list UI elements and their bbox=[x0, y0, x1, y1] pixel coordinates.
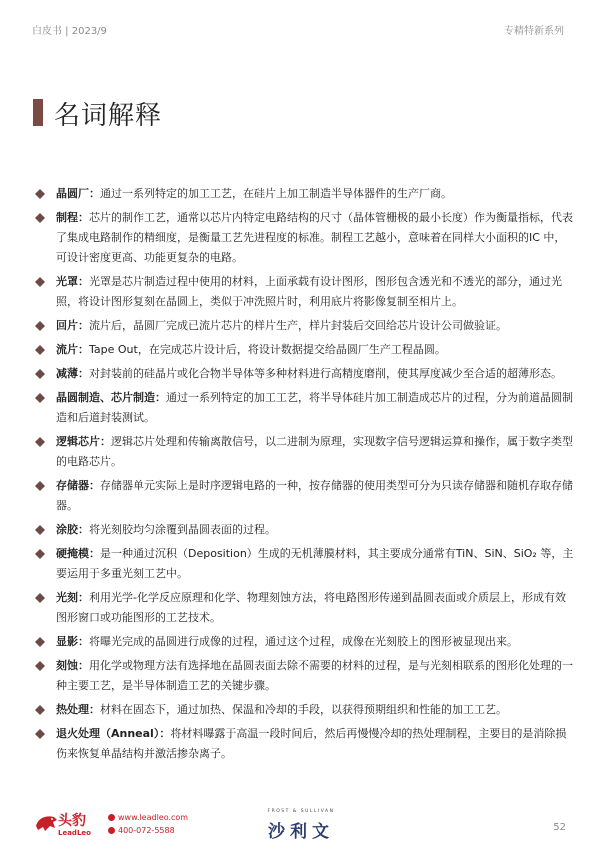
glossary-item bbox=[34, 432, 574, 472]
glossary-item bbox=[34, 588, 574, 628]
glossary-item bbox=[34, 632, 574, 652]
term-name: 显影： bbox=[56, 635, 89, 648]
term-name: 制程： bbox=[56, 211, 89, 224]
frost-sullivan-logo: 沙利文 bbox=[268, 822, 334, 842]
diamond-bullet-icon bbox=[34, 368, 46, 380]
glossary-item bbox=[34, 340, 574, 360]
diamond-bullet-icon bbox=[34, 660, 46, 672]
diamond-bullet-icon bbox=[34, 728, 46, 740]
term-desc: 利用光学-化学反应原理和化学、物理刻蚀方法，将电路图形传递到晶圆表面或介质层上，形成有效图形窗口或功能图形的工艺技术。 bbox=[56, 591, 566, 624]
globe-icon bbox=[108, 814, 115, 821]
term-desc: 用化学或物理方法有选择地在晶圆表面去除不需要的材料的过程，是与光刻相联系的图形化处理的一种主要工艺，是半导体制造工艺的关键步骤。 bbox=[56, 659, 573, 692]
diamond-bullet-icon bbox=[34, 704, 46, 716]
diamond-bullet-icon bbox=[34, 212, 46, 224]
glossary-item bbox=[34, 520, 574, 540]
term-name: 硬掩模： bbox=[56, 547, 100, 560]
term-desc: 将曝光完成的晶圆进行成像的过程，通过这个过程，成像在光刻胶上的图形被显现出来。 bbox=[89, 635, 518, 648]
term-desc: 通过一系列特定的加工工艺，将半导体硅片加工制造成芯片的过程，分为前道晶圆制造和后道封装测试。 bbox=[56, 391, 573, 424]
term-desc: 逻辑芯片处理和传输离散信号，以二进制为原理，实现数字信号逻辑运算和操作，属于数字类型的电路芯片。 bbox=[56, 435, 573, 468]
website-text: www.leadleo.com bbox=[118, 813, 189, 822]
logo-chinese-name: 头豹 bbox=[58, 813, 86, 829]
header-right: 专精特新系列 bbox=[504, 26, 564, 37]
frost-sullivan-tagline: FROST & SULLIVAN bbox=[267, 809, 335, 814]
term-name: 晶圆厂： bbox=[56, 187, 100, 200]
diamond-bullet-icon bbox=[34, 344, 46, 356]
term-name: 光罩： bbox=[56, 275, 89, 288]
term-name: 光刻： bbox=[56, 591, 89, 604]
term-name: 减薄： bbox=[56, 367, 89, 380]
term-name: 热处理： bbox=[56, 703, 100, 716]
header-left: 白皮书 | 2023/9 bbox=[32, 26, 107, 37]
glossary-item bbox=[34, 476, 574, 516]
diamond-bullet-icon bbox=[34, 276, 46, 288]
diamond-bullet-icon bbox=[34, 548, 46, 560]
term-name: 逻辑芯片： bbox=[56, 435, 111, 448]
term-desc: 芯片的制作工艺，通常以芯片内特定电路结构的尺寸（晶体管栅极的最小长度）作为衡量指标，代表了集成电路制作的精细度，是衡量工艺先进程度的标准。制程工艺越小，意味着在同样大小面积的IC 中，可设计密度更高、功能更复杂的电路。 bbox=[56, 211, 573, 264]
term-desc: 流片后，晶圆厂完成已流片芯片的样片生产，样片封装后交回给芯片设计公司做验证。 bbox=[89, 319, 507, 332]
term-desc: Tape Out，在完成芯片设计后，将设计数据提交给晶圆厂生产工程晶圆。 bbox=[89, 343, 446, 356]
term-name: 回片： bbox=[56, 319, 89, 332]
phone-icon bbox=[108, 827, 115, 834]
diamond-bullet-icon bbox=[34, 636, 46, 648]
glossary-item bbox=[34, 364, 574, 384]
term-name: 流片： bbox=[56, 343, 89, 356]
glossary-item bbox=[34, 388, 574, 428]
diamond-bullet-icon bbox=[34, 480, 46, 492]
diamond-bullet-icon bbox=[34, 436, 46, 448]
diamond-bullet-icon bbox=[34, 592, 46, 604]
leopard-logo-icon bbox=[34, 812, 58, 834]
diamond-bullet-icon bbox=[34, 392, 46, 404]
glossary-item bbox=[34, 656, 574, 696]
logo-english-name: LeadLeo bbox=[58, 829, 91, 837]
term-desc: 将材料曝露于高温一段时间后，然后再慢慢冷却的热处理制程，主要目的是消除损伤来恢复单晶结构并激活掺杂离子。 bbox=[56, 727, 567, 760]
footer-website[interactable] bbox=[108, 813, 188, 822]
glossary-item bbox=[34, 272, 574, 312]
term-desc: 通过一系列特定的加工工艺，在硅片上加工制造半导体器件的生产厂商。 bbox=[100, 187, 452, 200]
term-desc: 材料在固态下，通过加热、保温和冷却的手段，以获得预期组织和性能的加工工艺。 bbox=[100, 703, 507, 716]
term-desc: 存储器单元实际上是时序逻辑电路的一种，按存储器的使用类型可分为只读存储器和随机存取存储器。 bbox=[56, 479, 573, 512]
glossary-item bbox=[34, 724, 574, 764]
term-name: 晶圆制造、芯片制造： bbox=[56, 391, 166, 404]
page-number: 52 bbox=[553, 822, 566, 833]
term-desc: 光罩是芯片制造过程中使用的材料，上面承载有设计图形，图形包含透光和不透光的部分，通过光照，将设计图形复刻在晶圆上，类似于冲洗照片时，利用底片将影像复制至相片上。 bbox=[56, 275, 562, 308]
glossary-list bbox=[34, 184, 574, 768]
footer bbox=[0, 800, 600, 866]
term-desc: 对封装前的硅晶片或化合物半导体等多种材料进行高精度磨削，使其厚度减少至合适的超薄形态。 bbox=[89, 367, 562, 380]
phone-text: 400-072-5588 bbox=[118, 826, 175, 835]
glossary-item bbox=[34, 700, 574, 720]
diamond-bullet-icon bbox=[34, 320, 46, 332]
diamond-bullet-icon bbox=[34, 188, 46, 200]
term-name: 刻蚀： bbox=[56, 659, 89, 672]
term-name: 存储器： bbox=[56, 479, 100, 492]
term-desc: 将光刻胶均匀涂覆到晶圆表面的过程。 bbox=[89, 523, 276, 536]
term-desc: 是一种通过沉积（Deposition）生成的无机薄膜材料，其主要成分通常有TiN、SiN、SiO₂ 等，主要运用于多重光刻工艺中。 bbox=[56, 547, 574, 580]
footer-phone bbox=[108, 826, 175, 835]
term-name: 退火处理（Anneal）： bbox=[56, 727, 171, 740]
term-name: 涂胶： bbox=[56, 523, 89, 536]
page-title: 名词解释 bbox=[54, 101, 163, 131]
glossary-item bbox=[34, 208, 574, 268]
title-accent-bar bbox=[33, 99, 43, 126]
glossary-item bbox=[34, 316, 574, 336]
glossary-item bbox=[34, 544, 574, 584]
diamond-bullet-icon bbox=[34, 524, 46, 536]
glossary-item bbox=[34, 184, 574, 204]
